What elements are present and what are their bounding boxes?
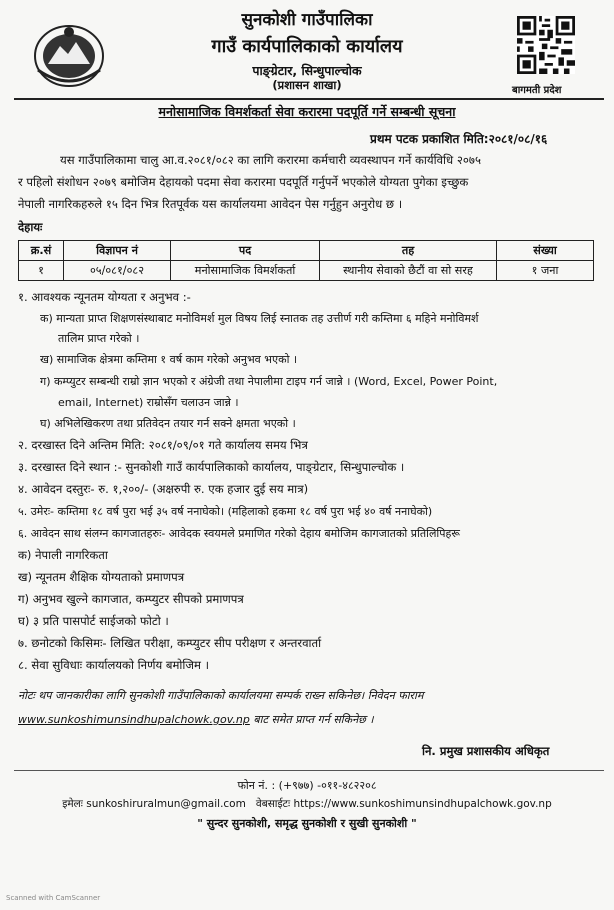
table-cell: स्थानीय सेवाको छैटौं वा सो सरह [320, 261, 497, 281]
requirements-heading: १. आवश्यक न्यूनतम योग्यता र अनुभव :- [18, 290, 191, 304]
point-item: ८. सेवा सुविधाः कार्यालयको निर्णय बमोजिम । [18, 658, 210, 672]
intro-line: नेपाली नागरिकहरुले १५ दिन भित्र रितपूर्वक यस कार्यालयमा आवेदन पेस गर्नुहुन अनुरोध छ । [18, 197, 403, 211]
office-address: पाङ्ग्रेटार, सिन्धुपाल्चोक [252, 63, 362, 78]
requirement-item: घ) अभिलेखिकरण तथा प्रतिवेदन तयार गर्न सक्ने क्षमता भएको । [40, 417, 296, 430]
note-line-2 [18, 712, 374, 727]
province-name: बागमती प्रदेश [512, 85, 562, 96]
web-label: वेबसाईटः [255, 798, 291, 810]
requirement-item: क) मान्यता प्राप्त शिक्षणसंस्थाबाट मनोविमर्श मुल विषय लिई स्नातक तह उत्तीर्ण गरी कम्तिमा ६ महिने मनोविमर्श [40, 312, 479, 325]
section-name: (प्रशासन शाखा) [272, 78, 342, 92]
dehay-label: देहायः [18, 220, 43, 234]
header-divider [14, 98, 604, 100]
table-header: तह [320, 241, 497, 261]
table-header: विज्ञापन नं [64, 241, 171, 261]
intro-line: यस गाउँपालिकामा चालु आ.व.२०८१/०८२ का लागि करारमा कर्मचारी व्यवस्थापन गर्ने कार्यविधि २०७५ [60, 153, 481, 167]
requirement-item: email, Internet) राम्रोसँग चलाउन जान्ने । [58, 396, 239, 409]
footer-slogan: " सुन्दर सुनकोशी, समृद्ध सुनकोशी र सुखी सुनकोशी " [197, 817, 417, 830]
note-text: नोटः थप जानकारीका लागि सुनकोशी गाउँपालिकाको कार्यालयमा सम्पर्क राख्न सकिनेछ। निवेदन फाराम [18, 689, 424, 702]
document-item: ख) न्यूनतम शैक्षिक योग्यताको प्रमाणपत्र [18, 570, 185, 584]
signature-title: नि. प्रमुख प्रशासकीय अधिकृत [422, 744, 550, 758]
footer-email[interactable]: sunkoshiruralmun@gmail.com [86, 798, 246, 810]
document-item: घ) ३ प्रति पासपोर्ट साईजको फोटो । [18, 614, 169, 628]
table-cell: १ [19, 261, 64, 281]
table-header: क्र.सं [19, 241, 64, 261]
point-item: ७. छनोटको किसिमः- लिखित परीक्षा, कम्प्युटर सीप परीक्षण र अन्तरवार्ता [18, 636, 322, 650]
intro-line: र पहिलो संशोधन २०७९ बमोजिम देहायको पदमा सेवा करारमा पदपूर्ति गर्नुपर्ने भएकोले योग्यता पुगेका इच्छुक [18, 175, 469, 189]
municipality-name: सुनकोशी गाउँपालिका [241, 10, 373, 30]
requirement-item: ग) कम्प्युटर सम्बन्धी राम्रो ज्ञान भएको र अंग्रेजी तथा नेपालीमा टाइप गर्न जान्ने । (Word, Excel, Power Point, [40, 375, 498, 388]
point-item: २. दरखास्त दिने अन्तिम मिति: २०८१/०९/०१ गते कार्यालय समय भित्र [18, 438, 308, 452]
notice-title: मनोसामाजिक विमर्शकर्ता सेवा करारमा पदपूर्ति गर्ने सम्बन्धी सूचना [158, 104, 456, 119]
website-link[interactable]: www.sunkoshimunsindhupalchowk.gov.np [18, 713, 250, 726]
office-name: गाउँ कार्यपालिकाको कार्यालय [211, 36, 403, 57]
published-date: प्रथम पटक प्रकाशित मिति:२०८१/०८/१६ [370, 132, 548, 146]
point-item: ३. दरखास्त दिने स्थान :- सुनकोशी गाउँ कार्यपालिकाको कार्यालय, पाङ्ग्रेटार, सिन्धुपाल्चोक । [18, 460, 405, 474]
point-item: ५. उमेरः- कम्तिमा १८ वर्ष पुरा भई ३५ वर्ष ननाघेको। (महिलाको हकमा १८ वर्ष पुरा भई ४० वर्ष ननाघेको) [18, 505, 433, 518]
footer-divider [14, 770, 604, 771]
table-cell: मनोसामाजिक विमर्शकर्ता [171, 261, 320, 281]
table-cell: १ जना [497, 261, 594, 281]
footer-website[interactable]: https://www.sunkoshimunsindhupalchowk.gov.np [293, 798, 552, 810]
email-label: इमेलः [62, 798, 83, 810]
table-header: संख्या [497, 241, 594, 261]
vacancy-table [18, 240, 594, 281]
footer-contact [0, 797, 614, 811]
document-item: क) नेपाली नागरिकता [18, 548, 108, 562]
requirement-item: ख) सामाजिक क्षेत्रमा कम्तिमा १ वर्ष काम गरेको अनुभव भएको । [40, 353, 298, 366]
table-header: पद [171, 241, 320, 261]
point-item: ४. आवेदन दस्तुरः- रु. १,२००/- (अक्षरुपी रु. एक हजार दुई सय मात्र) [18, 482, 309, 496]
point-item: ६. आवेदन साथ संलग्न कागजातहरुः- आवेदक स्वयमले प्रमाणित गरेको देहाय बमोजिम कागजातको प्रतिलिपिहरू [18, 527, 460, 540]
footer-phone: फोन नं. : (+९७७) -०११-४८२२०८ [237, 779, 377, 792]
scanner-watermark: Scanned with CamScanner [6, 894, 101, 902]
table-cell: ०५/०८१/०८२ [64, 261, 171, 281]
requirement-item: तालिम प्राप्त गरेको । [58, 332, 140, 345]
table-header-row [19, 241, 594, 261]
table-row [19, 261, 594, 281]
note-text-rest: बाट समेत प्राप्त गर्न सकिनेछ । [249, 713, 374, 726]
document-item: ग) अनुभव खुल्ने कागजात, कम्प्युटर सीपको प्रमाणपत्र [18, 592, 244, 606]
